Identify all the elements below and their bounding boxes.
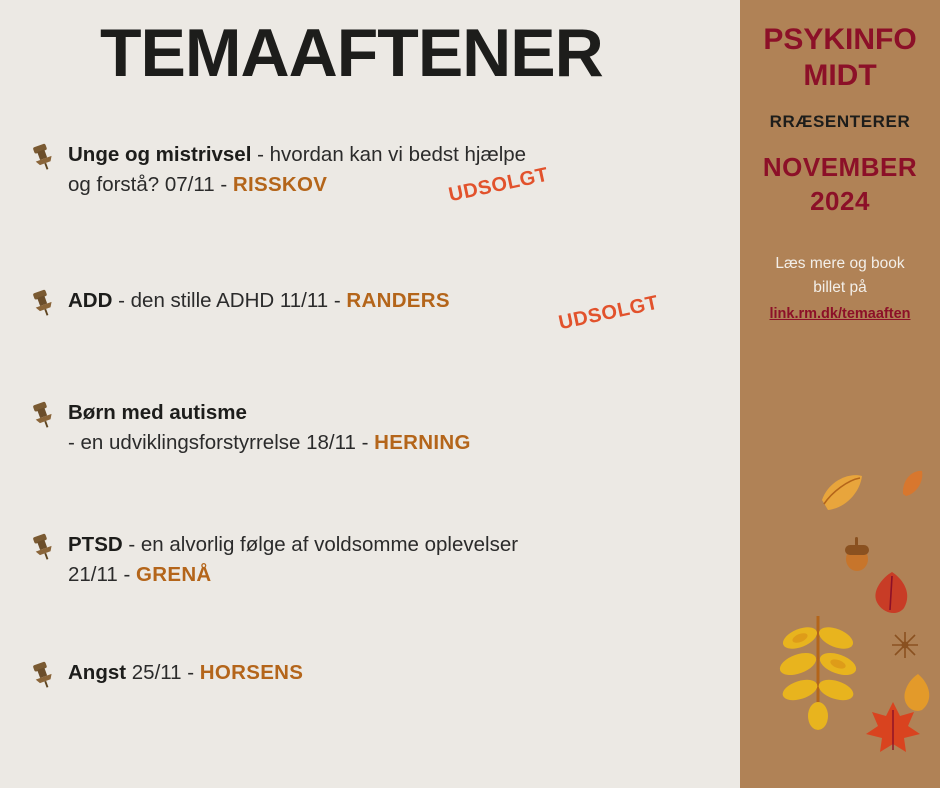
pushpin-icon <box>28 532 58 562</box>
booking-info <box>740 252 940 326</box>
event-text <box>68 140 808 200</box>
event-detail: - den stille ADHD 11/11 - <box>112 289 347 312</box>
event-location: HERNING <box>374 431 471 454</box>
event-detail: og forstå? 07/11 - <box>68 173 233 196</box>
leaf-icon <box>900 468 926 498</box>
booking-line-1: Læs mere og book <box>775 255 905 272</box>
list-item[interactable] <box>0 530 808 590</box>
event-detail: - en alvorlig følge af voldsomme oplevelser <box>122 533 519 556</box>
list-item[interactable] <box>0 398 808 458</box>
event-text <box>68 286 808 316</box>
month-year <box>740 150 940 218</box>
leaf-icon <box>818 470 866 514</box>
event-location: HORSENS <box>199 661 304 684</box>
list-item[interactable] <box>0 140 808 207</box>
brand-line-1: PSYKINFO <box>763 23 917 56</box>
event-text <box>68 398 808 458</box>
acorn-icon <box>840 535 874 573</box>
spider-icon <box>890 630 920 660</box>
page-title: TEMAAFTENER <box>100 15 603 91</box>
event-detail: - hvordan kan vi bedst hjælpe <box>251 143 527 166</box>
pushpin-icon <box>28 142 58 172</box>
event-line <box>68 398 808 428</box>
event-text <box>68 658 808 688</box>
leaf-icon <box>870 570 914 616</box>
presenter-label: RRÆSENTERER <box>769 112 911 131</box>
event-line <box>68 170 808 200</box>
booking-link[interactable]: link.rm.dk/temaaften <box>769 306 911 322</box>
event-location: GRENÅ <box>136 563 212 586</box>
event-detail: 25/11 - <box>126 661 200 684</box>
event-location: RANDERS <box>346 289 450 312</box>
month-label: NOVEMBER <box>762 152 918 182</box>
event-topic: Børn med autisme <box>68 401 247 424</box>
sidebar <box>740 0 940 788</box>
event-topic: PTSD <box>68 533 123 556</box>
event-line <box>68 428 808 458</box>
event-line <box>68 658 808 688</box>
event-text <box>68 530 808 590</box>
event-line <box>68 140 808 170</box>
status-badge: UDSOLGT <box>446 163 551 207</box>
event-line <box>68 560 808 590</box>
pushpin-icon <box>28 288 58 318</box>
rowan-leaf-icon <box>776 612 860 736</box>
brand-name <box>740 22 940 94</box>
pushpin-icon <box>28 660 58 690</box>
event-topic: Angst <box>68 661 127 684</box>
event-line <box>68 530 808 560</box>
booking-line-2: billet på <box>813 279 867 296</box>
event-topic: Unge og mistrivsel <box>68 143 252 166</box>
pushpin-icon <box>28 400 58 430</box>
event-line <box>68 286 808 316</box>
list-item[interactable] <box>0 658 808 710</box>
year-label: 2024 <box>810 186 870 216</box>
event-topic: ADD <box>68 289 113 312</box>
event-detail: 21/11 - <box>68 563 136 586</box>
event-location: RISSKOV <box>232 173 328 196</box>
event-detail: - en udviklingsforstyrrelse 18/11 - <box>68 431 375 454</box>
list-item[interactable] <box>0 286 808 338</box>
brand-line-2: MIDT <box>803 59 877 92</box>
leaf-icon <box>900 672 936 714</box>
status-badge: UDSOLGT <box>556 291 661 335</box>
